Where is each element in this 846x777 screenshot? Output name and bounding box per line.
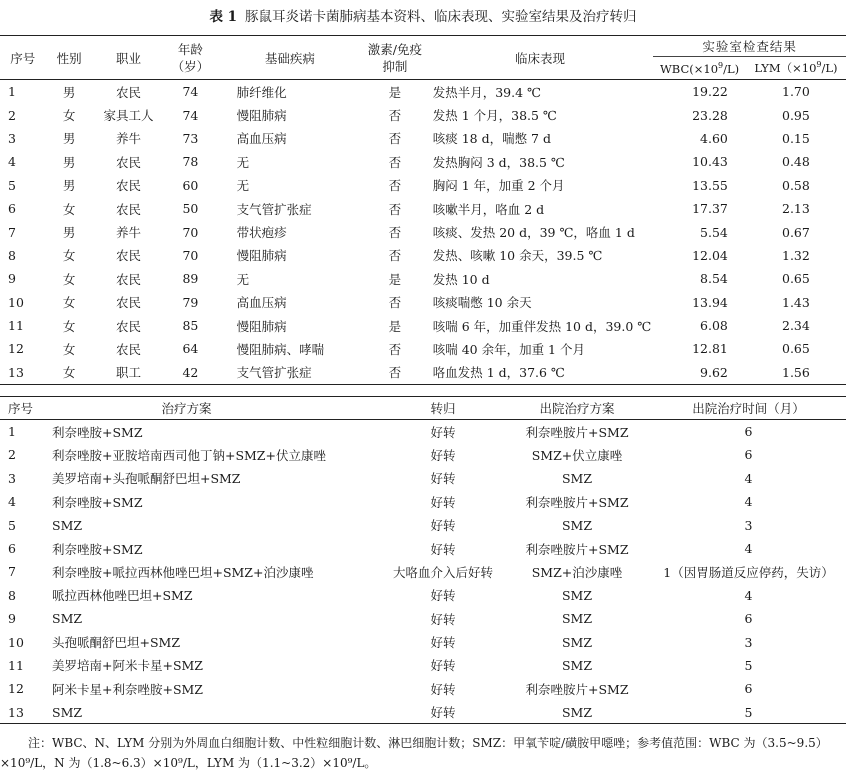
cell-id: 13: [8, 364, 24, 380]
cell-lym: 2.13: [782, 201, 810, 217]
cell-lym: 0.15: [782, 130, 810, 146]
cell-lym: 0.67: [782, 224, 810, 240]
cell-job: 养牛: [116, 225, 142, 241]
cell-id: 3: [8, 470, 16, 486]
table-row: [0, 420, 846, 443]
cell-duration: 3: [744, 517, 753, 533]
cell-lym: 0.48: [782, 154, 810, 170]
cell-outcome: 好转: [430, 518, 456, 534]
cell-clinical: 咳喘 40 余年，加重 1 个月: [432, 341, 585, 357]
cell-discharge: SMZ: [561, 704, 593, 720]
cell-wbc: 5.54: [700, 224, 728, 240]
cell-outcome: 大咯血介入后好转: [392, 564, 493, 580]
cell-discharge: 利奈唑胺片+SMZ: [525, 494, 629, 510]
cell-sex: 女: [62, 295, 76, 311]
treatment-table: [0, 396, 846, 724]
cell-discharge: SMZ: [561, 611, 593, 627]
cell-sex: 男: [62, 225, 76, 241]
cell-age: 50: [182, 201, 199, 217]
table-row: [0, 267, 846, 290]
cell-plan: 利奈唑胺+SMZ: [52, 494, 143, 510]
cell-id: 8: [8, 587, 16, 603]
cell-id: 13: [8, 704, 24, 720]
cell-outcome: 好转: [430, 494, 456, 510]
cell-plan: SMZ: [52, 517, 83, 533]
cell-job: 养牛: [116, 131, 142, 147]
cell-id: 5: [8, 177, 16, 193]
table-row: [0, 244, 846, 267]
cell-outcome: 好转: [430, 658, 456, 674]
cell-duration: 5: [744, 657, 753, 673]
cell-discharge: SMZ: [561, 517, 593, 533]
table-row: [0, 607, 846, 630]
cell-id: 1: [8, 424, 16, 440]
cell-sex: 男: [62, 154, 76, 170]
cell-id: 6: [8, 541, 16, 557]
cell-lym: 1.43: [782, 294, 810, 310]
cell-duration: 1（因胃肠道反应停药，失访）: [663, 564, 834, 580]
cell-immuno: 否: [388, 131, 402, 147]
cell-job: 农民: [116, 201, 142, 217]
cell-disease: 肺纤维化: [236, 84, 287, 100]
cell-immuno: 否: [388, 201, 402, 217]
table-row: [0, 490, 846, 513]
cell-id: 11: [8, 318, 24, 334]
cell-duration: 6: [744, 424, 753, 440]
cell-plan: SMZ: [52, 704, 83, 720]
cell-age: 60: [182, 177, 199, 193]
cell-sex: 女: [62, 341, 76, 357]
col-header-lym: $LYM(\times 10^9/L)$: [746, 57, 846, 80]
cell-clinical: 胸闷 1 年，加重 2 个月: [432, 178, 565, 194]
cell-wbc: 4.60: [700, 130, 728, 146]
cell-plan: 美罗培南+头孢哌酮舒巴坦+SMZ: [52, 471, 241, 487]
cell-duration: 5: [744, 704, 753, 720]
cell-sex: 女: [62, 201, 76, 217]
cell-wbc: 23.28: [692, 107, 728, 123]
cell-lym: 2.34: [782, 318, 810, 334]
cell-discharge: SMZ+伏立康唑: [531, 447, 623, 463]
cell-clinical: 咳痰、发热 20 d，39 ℃，咯血 1 d: [432, 225, 635, 241]
cell-id: 3: [8, 130, 16, 146]
cell-discharge: 利奈唑胺片+SMZ: [525, 681, 629, 697]
cell-plan: 利奈唑胺+哌拉西林他唑巴坦+SMZ+泊沙康唑: [52, 564, 314, 580]
cell-outcome: 好转: [430, 705, 456, 721]
table-row: [0, 127, 846, 150]
cell-wbc: 17.37: [692, 201, 728, 217]
table-row: [0, 220, 846, 243]
cell-immuno: 否: [388, 154, 402, 170]
cell-id: 2: [8, 447, 16, 463]
cell-age: 70: [182, 224, 199, 240]
cell-lym: 1.70: [782, 84, 810, 100]
cell-disease: 带状疱疹: [236, 225, 287, 241]
table-row: [0, 654, 846, 677]
cell-clinical: 咳喘 6 年，加重伴发热 10 d，39.0 ℃: [432, 318, 652, 334]
cell-immuno: 否: [388, 108, 402, 124]
cell-disease: 支气管扩张症: [236, 365, 312, 381]
cell-job: 农民: [116, 295, 142, 311]
cell-plan: 头孢哌酮舒巴坦+SMZ: [52, 635, 181, 651]
cell-job: 农民: [116, 178, 142, 194]
cell-wbc: 13.94: [692, 294, 728, 310]
cell-disease: 高血压病: [236, 131, 287, 147]
cell-discharge: SMZ+泊沙康唑: [531, 564, 623, 580]
cell-immuno: 是: [388, 271, 402, 287]
col-header-id: 序号: [0, 36, 46, 80]
cell-age: 85: [182, 318, 199, 334]
cell-plan: 哌拉西林他唑巴坦+SMZ: [52, 588, 193, 604]
cell-duration: 4: [744, 541, 753, 557]
cell-lym: 1.56: [782, 364, 810, 380]
cell-id: 11: [8, 657, 24, 673]
col-header-age: 年龄 （岁）: [164, 36, 216, 80]
cell-id: 12: [8, 681, 24, 697]
col-header-discharge: 出院治疗方案: [503, 397, 651, 420]
cell-clinical: 发热 1 个月，38.5 ℃: [432, 108, 557, 124]
cell-id: 9: [8, 271, 16, 287]
cell-lym: 1.32: [782, 247, 810, 263]
cell-wbc: 12.04: [692, 247, 728, 263]
cell-sex: 女: [62, 318, 76, 334]
cell-immuno: 是: [388, 318, 402, 334]
cell-wbc: 12.81: [692, 341, 728, 357]
cell-lym: 0.65: [782, 341, 810, 357]
cell-plan: 美罗培南+阿米卡星+SMZ: [52, 658, 203, 674]
col-header-lab: 实验室检查结果: [653, 36, 846, 57]
cell-duration: 4: [744, 494, 753, 510]
table-row: [0, 443, 846, 466]
cell-plan: 利奈唑胺+亚胺培南西司他丁钠+SMZ+伏立康唑: [52, 447, 326, 463]
cell-id: 4: [8, 494, 16, 510]
cell-lym: 0.65: [782, 271, 810, 287]
table-row: [0, 361, 846, 385]
cell-outcome: 好转: [430, 681, 456, 697]
cell-id: 1: [8, 84, 16, 100]
cell-id: 10: [8, 634, 24, 650]
cell-job: 农民: [116, 84, 142, 100]
cell-age: 79: [182, 294, 199, 310]
cell-discharge: 利奈唑胺片+SMZ: [525, 541, 629, 557]
cell-clinical: 咳痰喘憋 10 余天: [432, 295, 532, 311]
cell-duration: 4: [744, 470, 753, 486]
cell-sex: 女: [62, 365, 76, 381]
cell-id: 10: [8, 294, 24, 310]
cell-outcome: 好转: [430, 447, 456, 463]
cell-wbc: 8.54: [700, 271, 728, 287]
cell-wbc: 9.62: [700, 364, 728, 380]
cell-plan: SMZ: [52, 611, 83, 627]
cell-lym: 0.95: [782, 107, 810, 123]
col-header-immuno: 激素/免疫 抑制: [363, 36, 427, 80]
cell-plan: 利奈唑胺+SMZ: [52, 424, 143, 440]
table-row: [0, 584, 846, 607]
col-header-plan: 治疗方案: [48, 397, 383, 420]
cell-clinical: 发热胸闷 3 d，38.5 ℃: [432, 154, 565, 170]
cell-id: 8: [8, 247, 16, 263]
cell-clinical: 发热、咳嗽 10 余天，39.5 ℃: [432, 248, 603, 264]
cell-outcome: 好转: [430, 588, 456, 604]
col-header-id: 序号: [0, 397, 48, 420]
table-row: [0, 150, 846, 173]
cell-sex: 女: [62, 248, 76, 264]
cell-wbc: 13.55: [692, 177, 728, 193]
table-row: [0, 337, 846, 360]
cell-duration: 4: [744, 587, 753, 603]
cell-discharge: SMZ: [561, 657, 593, 673]
cell-immuno: 否: [388, 365, 402, 381]
cell-id: 7: [8, 564, 16, 580]
cell-duration: 3: [744, 634, 753, 650]
col-header-disease: 基础疾病: [217, 36, 364, 80]
cell-immuno: 否: [388, 341, 402, 357]
cell-disease: 慢阻肺病: [236, 108, 287, 124]
cell-sex: 男: [62, 84, 76, 100]
cell-outcome: 好转: [430, 424, 456, 440]
cell-job: 农民: [116, 154, 142, 170]
cell-discharge: 利奈唑胺片+SMZ: [525, 424, 629, 440]
cell-sex: 男: [62, 131, 76, 147]
cell-duration: 6: [744, 681, 753, 697]
col-header-wbc: $WBC(\times 10^9/L)$: [653, 57, 746, 80]
cell-job: 农民: [116, 248, 142, 264]
cell-disease: 无: [236, 271, 250, 287]
cell-job: 农民: [116, 341, 142, 357]
cell-id: 7: [8, 224, 16, 240]
cell-immuno: 是: [388, 84, 402, 100]
table-row: [0, 291, 846, 314]
cell-wbc: 6.08: [700, 318, 728, 334]
cell-disease: 慢阻肺病: [236, 318, 287, 334]
cell-sex: 女: [62, 271, 76, 287]
cell-sex: 女: [62, 108, 76, 124]
cell-age: 70: [182, 247, 199, 263]
cell-immuno: 否: [388, 248, 402, 264]
cell-outcome: 好转: [430, 541, 456, 557]
cell-age: 74: [182, 84, 199, 100]
table-row: [0, 314, 846, 337]
cell-age: 78: [182, 154, 199, 170]
table-row: [0, 701, 846, 724]
cell-id: 2: [8, 107, 16, 123]
cell-outcome: 好转: [430, 611, 456, 627]
table-number: 表 1: [209, 9, 238, 25]
cell-age: 42: [182, 364, 199, 380]
cell-job: 农民: [116, 318, 142, 334]
table-title: [0, 8, 846, 26]
cell-age: 73: [182, 130, 199, 146]
table-row: [0, 560, 846, 583]
table-row: [0, 537, 846, 560]
cell-job: 农民: [116, 271, 142, 287]
cell-disease: 慢阻肺病、哮喘: [236, 341, 325, 357]
cell-disease: 支气管扩张症: [236, 201, 312, 217]
col-header-sex: 性别: [46, 36, 93, 80]
table-row: [0, 677, 846, 700]
cell-id: 5: [8, 517, 16, 533]
col-header-outcome: 转归: [383, 397, 503, 420]
cell-disease: 高血压病: [236, 295, 287, 311]
cell-job: 职工: [116, 365, 142, 381]
cell-clinical: 发热半月，39.4 ℃: [432, 84, 542, 100]
cell-clinical: 咳痰 18 d，喘憋 7 d: [432, 131, 551, 147]
cell-outcome: 好转: [430, 471, 456, 487]
cell-id: 4: [8, 154, 16, 170]
col-header-clinical: 临床表现: [427, 36, 654, 80]
cell-duration: 6: [744, 611, 753, 627]
table-row: [0, 174, 846, 197]
table-caption: 豚鼠耳炎诺卡菌肺病基本资料、临床表现、实验室结果及治疗转归: [245, 9, 637, 25]
table-row: [0, 80, 846, 104]
cell-id: 12: [8, 341, 24, 357]
cell-plan: 利奈唑胺+SMZ: [52, 541, 143, 557]
table-footnote: 注：WBC、N、LYM 分别为外周血白细胞计数、中性粒细胞计数、淋巴细胞计数；SMZ：甲氧苄啶/磺胺甲噁唑；参考值范围：WBC 为（3.5~9.5）×10⁹/L，N 为（1.8~6.3）×10⁹/L，LYM 为（1.1~3.2）×10⁹/L。: [0, 736, 828, 770]
cell-discharge: SMZ: [561, 587, 593, 603]
patient-info-table: [0, 35, 846, 385]
cell-job: 家具工人: [103, 108, 154, 124]
table-row: [0, 513, 846, 536]
cell-age: 64: [182, 341, 199, 357]
cell-id: 9: [8, 611, 16, 627]
cell-disease: 慢阻肺病: [236, 248, 287, 264]
table-row: [0, 467, 846, 490]
cell-discharge: SMZ: [561, 470, 593, 486]
table-row: [0, 103, 846, 126]
cell-sex: 男: [62, 178, 76, 194]
cell-age: 89: [182, 271, 199, 287]
cell-immuno: 否: [388, 295, 402, 311]
cell-disease: 无: [236, 178, 250, 194]
cell-outcome: 好转: [430, 635, 456, 651]
cell-discharge: SMZ: [561, 634, 593, 650]
cell-clinical: 咯血发热 1 d，37.6 ℃: [432, 365, 565, 381]
col-header-duration: 出院治疗时间（月）: [651, 397, 846, 420]
cell-clinical: 咳嗽半月，咯血 2 d: [432, 201, 545, 217]
cell-plan: 阿米卡星+利奈唑胺+SMZ: [52, 681, 203, 697]
cell-id: 6: [8, 201, 16, 217]
cell-wbc: 10.43: [692, 154, 728, 170]
cell-duration: 6: [744, 447, 753, 463]
cell-wbc: 19.22: [692, 84, 728, 100]
cell-lym: 0.58: [782, 177, 810, 193]
cell-disease: 无: [236, 154, 250, 170]
cell-age: 74: [182, 107, 199, 123]
cell-clinical: 发热 10 d: [432, 271, 490, 287]
col-header-job: 职业: [93, 36, 164, 80]
table-row: [0, 197, 846, 220]
cell-immuno: 否: [388, 225, 402, 241]
cell-immuno: 否: [388, 178, 402, 194]
table-row: [0, 630, 846, 653]
